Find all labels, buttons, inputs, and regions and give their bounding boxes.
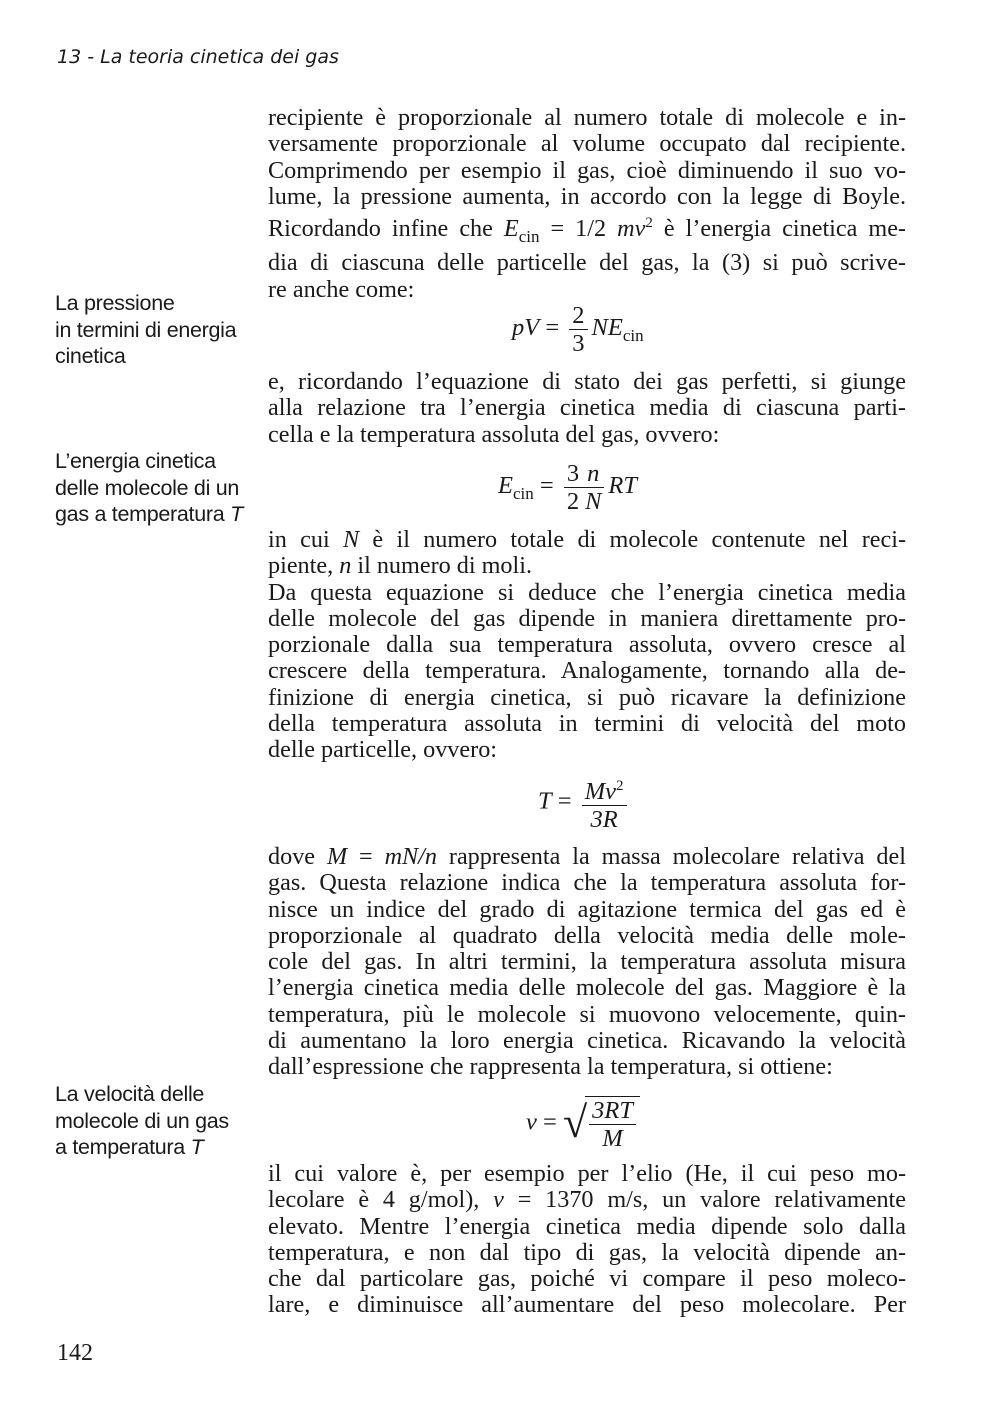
fraction: $\frac{3RT}{M}$: [589, 1097, 636, 1152]
text-line: gas. Questa relazione indica che la temperatura assoluta for-: [268, 869, 906, 897]
text-line: di aumentano la loro energia cinetica. Ricavando la velocità: [268, 1027, 906, 1055]
text-line: Comprimendo per esempio il gas, cioè diminuendo il suo vo-: [268, 156, 906, 184]
text-line: e, ricordando l’equazione di stato dei gas perfetti, si giunge: [268, 368, 906, 395]
text-line: proporzionale al quadrato della velocità media delle mole-: [268, 921, 906, 949]
paragraph-3: [268, 527, 906, 764]
text-line: l’energia cinetica media delle molecole del gas. Maggiore è la: [268, 974, 906, 1002]
text-line: lare, e diminuisce all’aumentare del peso molecolare. Per: [268, 1291, 906, 1319]
text-line: cole del gas. In altri termini, la temperatura assoluta misura: [268, 948, 906, 976]
text-line: nisce un indice del grado di agitazione termica del gas ed è: [268, 895, 906, 923]
formula-kinetic-energy: $E_{cin}$ = $\frac{3}{2}$ $\frac{n}{N}$ RT: [498, 460, 638, 515]
margin-note-velocity: [55, 1081, 255, 1161]
margin-note-line: delle molecole di un: [55, 475, 240, 500]
text-line: alla relazione tra l’energia cinetica media di ciascuna parti-: [268, 394, 906, 422]
text-line: dall’espressione che rappresenta la temperatura, si ottiene:: [268, 1053, 833, 1081]
paragraph-2: [268, 369, 906, 448]
square-root: √ $\frac{3RT}{M}$: [563, 1096, 640, 1152]
margin-note-line: cinetica: [55, 344, 126, 368]
text-line: delle particelle, ovvero:: [268, 736, 498, 764]
running-title: 13 - La teoria cinetica dei gas: [57, 46, 339, 68]
text-line: il cui valore è, per esempio per l’elio (He, il cui peso mo-: [268, 1160, 906, 1187]
fraction: $\frac{Mv^2}{3R}$: [582, 773, 627, 833]
text-line: che dal particolare gas, poiché vi compare il peso moleco-: [268, 1265, 906, 1293]
text-line: Ricordando infine che $E_{cin} = 1/2$ $mv^2$ è l’energia cinetica me-: [268, 215, 906, 247]
margin-note-line: in termini di energia: [55, 317, 237, 342]
text-line: crescere della temperatura. Analogamente, tornando alla de-: [268, 657, 906, 685]
margin-note-pressure: [55, 290, 255, 370]
text-line: delle molecole del gas dipende in maniera direttamente pro-: [268, 604, 906, 632]
text-line: elevato. Mentre l’energia cinetica media dipende solo dalla: [268, 1212, 906, 1240]
text-line: finizione di energia cinetica, si può ricavare la definizione: [268, 683, 906, 711]
margin-note-line: La velocità delle: [55, 1082, 205, 1106]
margin-note-line: L’energia cinetica: [55, 449, 216, 473]
text-line: cella e la temperatura assoluta del gas, ovvero:: [268, 420, 720, 448]
text-line: recipiente è proporzionale al numero totale di molecole e in-: [268, 104, 906, 131]
text-line: della temperatura assoluta in termini di velocità del moto: [268, 710, 906, 738]
margin-note-line: La pressione: [55, 291, 175, 315]
text-line: porzionale dalla sua temperatura assoluta, ovvero cresce al: [268, 631, 906, 659]
margin-note-line: gas a temperatura T: [55, 502, 243, 526]
paragraph-1: [268, 105, 906, 303]
text-line: re anche come:: [268, 275, 415, 303]
text-line: temperatura, più le molecole si muovono velocemente, quin-: [268, 1000, 906, 1028]
margin-note-kinetic-energy: [55, 448, 255, 528]
text-line: dove M = mN/n rappresenta la massa molecolare relativa del: [268, 843, 906, 870]
formula-velocity: v = √ $\frac{3RT}{M}$: [526, 1096, 640, 1152]
text-line: piente, n il numero di moli.: [268, 552, 533, 580]
formula-temperature: T = $\frac{Mv^2}{3R}$: [538, 773, 631, 833]
text-line: lecolare è 4 g/mol), v = 1370 m/s, un valore relativamente: [268, 1186, 906, 1214]
paragraph-5: [268, 844, 906, 1081]
text-line: lume, la pressione aumenta, in accordo con la legge di Boyle.: [268, 182, 906, 210]
fraction: $\frac{2}{3}$: [569, 302, 587, 357]
text-line: Da questa equazione si deduce che l’energia cinetica media: [268, 578, 906, 606]
text-line: in cui N è il numero totale di molecole contenute nel reci-: [268, 526, 906, 553]
fraction: $\frac{n}{N}$: [582, 460, 604, 515]
page-number: 142: [57, 1340, 93, 1366]
margin-note-line: molecole di un gas: [55, 1108, 229, 1133]
text-line: versamente proporzionale al volume occupato dal recipiente.: [268, 130, 906, 158]
fraction: $\frac{3}{2}$: [564, 460, 582, 515]
formula-pressure: pV = $\frac{2}{3}$ $NE_{cin}$: [512, 302, 644, 357]
paragraph-6: [268, 1161, 906, 1319]
text-line: temperatura, e non dal tipo di gas, la velocità dipende an-: [268, 1238, 906, 1266]
text-line: dia di ciascuna delle particelle del gas, la (3) si può scrive-: [268, 249, 906, 277]
margin-note-line: a temperatura T: [55, 1135, 204, 1159]
